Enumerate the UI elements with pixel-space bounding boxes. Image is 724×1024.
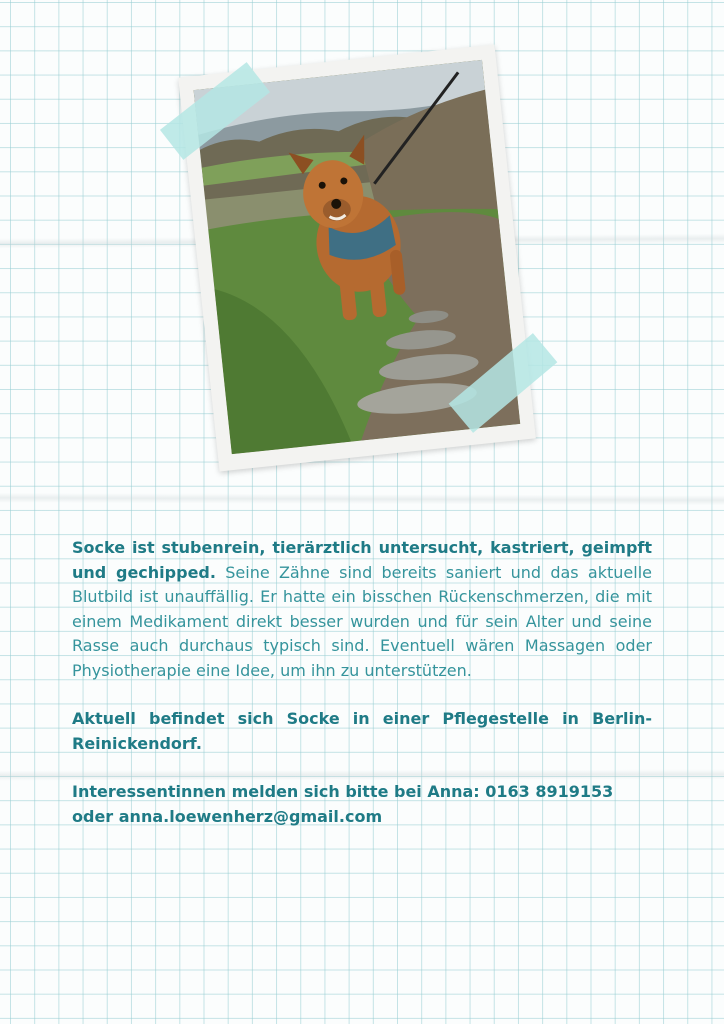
health-paragraph bbox=[72, 536, 652, 683]
description-text bbox=[72, 536, 652, 853]
location-paragraph bbox=[72, 707, 652, 756]
location-text: Aktuell befindet sich Socke in einer Pflegestelle in Berlin-Reinickendorf. bbox=[72, 709, 652, 753]
contact-paragraph bbox=[72, 780, 652, 829]
health-details: Seine Zähne sind bereits saniert und das aktuelle Blutbild ist unauffällig. Er hatte ein bisschen Rückenschmerzen, die mit einem Medikament direkt besser wurden und für sein Alter und seine Rasse auch durchaus typisch sind. Eventuell wären Massagen oder Physiotherapie eine Idee, um ihn zu unterstützen. bbox=[72, 562, 652, 680]
contact-text: Interessentinnen melden sich bitte bei Anna: 0163 8919153 oder anna.loewenherz@gmail.com bbox=[72, 782, 614, 826]
paper-fold bbox=[0, 493, 724, 506]
health-summary: Socke ist stubenrein, tierärztlich untersucht, kastriert, geimpft und gechipped. bbox=[72, 538, 652, 582]
